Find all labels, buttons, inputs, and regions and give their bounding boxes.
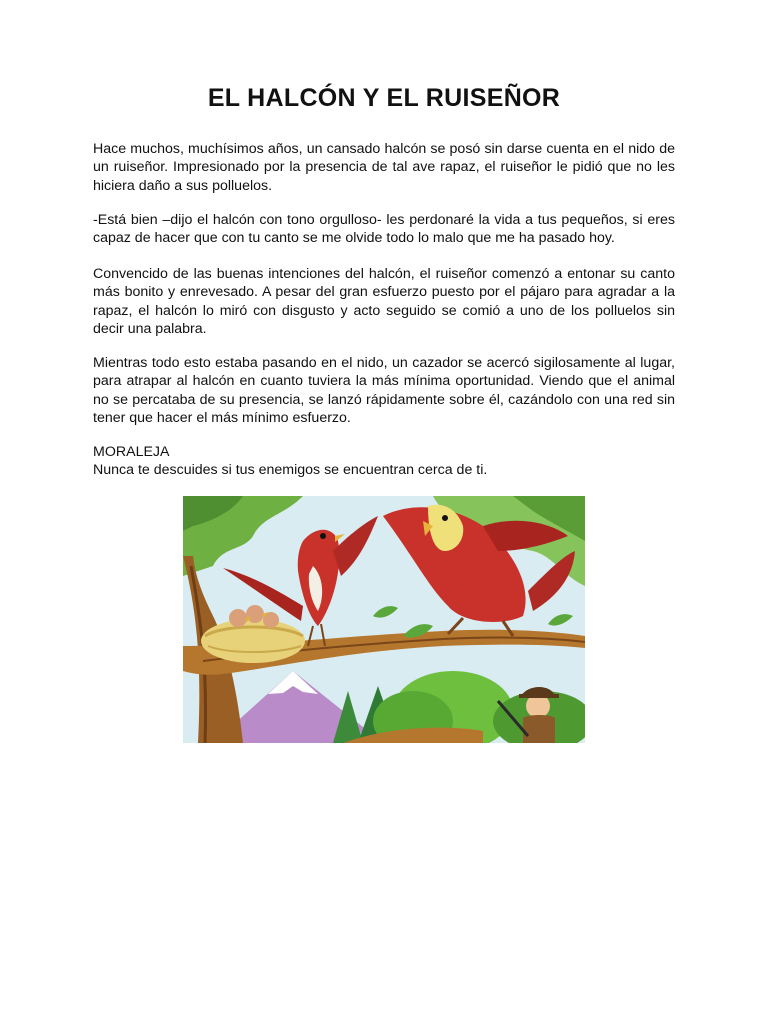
story-illustration (183, 496, 585, 743)
story-paragraph-1: Hace muchos, muchísimos años, un cansado halcón se posó sin darse cuenta en el nido de un ruiseñor. Impresionado por la presencia de tal ave rapaz, el ruiseñor le pidió que no les hiciera daño a sus polluelos. (93, 141, 675, 194)
story-paragraph-4: Mientras todo esto estaba pasando en el nido, un cazador se acercó sigilosamente al lugar, para atrapar al halcón en cuanto tuviera la más mínima oportunidad. Viendo que el animal no se percataba de su presencia, se lanzó rápidamente sobre él, cazándolo con una red sin tener que hacer el más mínimo esfuerzo. (93, 355, 675, 427)
story-title: EL HALCÓN Y EL RUISEÑOR (207, 84, 561, 112)
moral-heading: MORALEJA (93, 444, 170, 460)
moral-text: Nunca te descuides si tus enemigos se encuentran cerca de ti. (93, 462, 488, 478)
story-paragraph-2: -Está bien –dijo el halcón con tono orgulloso- les perdonaré la vida a tus pequeños, si eres capaz de hacer que con tu canto se me olvide todo lo malo que me ha pasado hoy. (93, 212, 675, 247)
story-paragraph-3: Convencido de las buenas intenciones del halcón, el ruiseñor comenzó a entonar su canto más bonito y enrevesado. A pesar del gran esfuerzo puesto por el pájaro para agradar a la rapaz, el halcón lo miró con disgusto y acto seguido se comió a uno de los polluelos sin decir una palabra. (93, 266, 675, 338)
